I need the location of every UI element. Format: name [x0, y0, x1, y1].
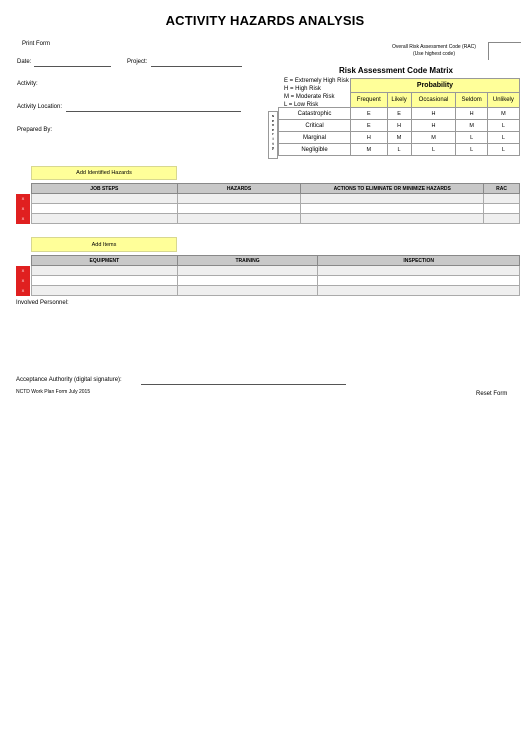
severity-letter: t [272, 140, 274, 146]
table-row [32, 266, 520, 276]
hazard-cell[interactable] [177, 214, 301, 224]
matrix-cell: L [487, 120, 519, 132]
inspection-cell[interactable] [318, 276, 520, 286]
project-field[interactable] [151, 66, 242, 67]
job-step-cell[interactable] [32, 194, 178, 204]
matrix-title: Risk Assessment Code Matrix [339, 66, 453, 75]
date-label: Date: [17, 59, 32, 65]
matrix-cell: E [351, 120, 388, 132]
severity-letter: y [271, 145, 275, 151]
matrix-cell: M [387, 132, 411, 144]
delete-row-button[interactable]: X [16, 194, 30, 204]
delete-row-button[interactable]: X [16, 204, 30, 214]
inspection-cell[interactable] [318, 286, 520, 296]
table-row [32, 286, 520, 296]
severity-letter: i [272, 135, 274, 141]
action-cell[interactable] [301, 204, 484, 214]
severity-catastrophic: Catastrophic [279, 108, 351, 120]
hazards-table [31, 183, 520, 224]
acceptance-authority-label: Acceptance Authority (digital signature): [16, 377, 122, 383]
severity-letter: e [271, 117, 275, 123]
activity-location-label: Activity Location: [17, 104, 63, 110]
legend-extremely-high: E = Extremely High Risk [284, 78, 349, 84]
matrix-cell: M [411, 132, 456, 144]
matrix-row-marginal [279, 132, 520, 144]
hazard-cell[interactable] [177, 194, 301, 204]
header-equipment: EQUIPMENT [32, 256, 178, 266]
date-field[interactable] [34, 66, 111, 67]
matrix-cell: H [411, 108, 456, 120]
matrix-cell: L [411, 144, 456, 156]
page-title: ACTIVITY HAZARDS ANALYSIS [165, 13, 365, 28]
severity-critical: Critical [279, 120, 351, 132]
delete-row-button[interactable]: X [16, 214, 30, 224]
action-cell[interactable] [301, 214, 484, 224]
header-rac: RAC [484, 184, 520, 194]
reset-form-button[interactable]: Reset Form [476, 391, 508, 397]
rac-label [382, 44, 486, 58]
severity-letter: e [271, 126, 275, 132]
rac-cell[interactable] [484, 194, 520, 204]
matrix-spacer [279, 79, 351, 93]
job-step-cell[interactable] [32, 204, 178, 214]
matrix-row-catastrophic [279, 108, 520, 120]
delete-row-button[interactable]: X [16, 276, 30, 286]
prepared-by-label: Prepared By: [17, 127, 53, 133]
activity-location-field[interactable] [66, 111, 241, 112]
matrix-cell: E [351, 108, 388, 120]
equipment-cell[interactable] [32, 266, 178, 276]
rac-cell[interactable] [484, 204, 520, 214]
column-frequent: Frequent [351, 93, 388, 108]
matrix-cell: L [487, 132, 519, 144]
rac-input[interactable] [488, 42, 521, 60]
hazard-cell[interactable] [177, 204, 301, 214]
add-items-button[interactable]: Add Items [31, 237, 177, 252]
footer-text: NCTD Work Plan Form July 2015 [16, 389, 91, 395]
delete-row-button[interactable]: X [16, 266, 30, 276]
table-row [32, 276, 520, 286]
severity-letters [269, 114, 277, 151]
header-actions: ACTIONS TO ELIMINATE OR MINIMIZE HAZARDS [301, 184, 484, 194]
training-cell[interactable] [177, 266, 318, 276]
legend-high: H = High Risk [284, 86, 321, 92]
add-hazards-button[interactable]: Add Identified Hazards [31, 166, 177, 180]
print-form-button[interactable]: Print Form [22, 41, 51, 47]
column-unlikely: Unlikely [487, 93, 519, 108]
equipment-cell[interactable] [32, 286, 178, 296]
severity-negligible: Negligible [279, 144, 351, 156]
table-row [32, 214, 520, 224]
table-row [32, 204, 520, 214]
matrix-cell: E [387, 108, 411, 120]
header-training: TRAINING [177, 256, 318, 266]
matrix-cell: M [487, 108, 519, 120]
matrix-row-negligible [279, 144, 520, 156]
column-likely: Likely [387, 93, 411, 108]
training-cell[interactable] [177, 276, 318, 286]
signature-field[interactable] [141, 384, 346, 385]
table-row [32, 194, 520, 204]
equipment-cell[interactable] [32, 276, 178, 286]
column-occasional: Occasional [411, 93, 456, 108]
legend-low: L = Low Risk [284, 102, 319, 108]
matrix-row-critical [279, 120, 520, 132]
matrix-spacer [279, 93, 351, 108]
matrix-cell: H [387, 120, 411, 132]
matrix-cell: H [351, 132, 388, 144]
inspection-cell[interactable] [318, 266, 520, 276]
matrix-cell: L [387, 144, 411, 156]
legend-moderate: M = Moderate Risk [284, 94, 335, 100]
involved-personnel-label: Involved Personnel: [16, 300, 69, 306]
rac-label-line2: (Use highest code) [413, 51, 455, 57]
risk-matrix [278, 78, 520, 156]
header-job-steps: JOB STEPS [32, 184, 178, 194]
matrix-cell: H [456, 108, 487, 120]
severity-marginal: Marginal [279, 132, 351, 144]
header-inspection: INSPECTION [318, 256, 520, 266]
action-cell[interactable] [301, 194, 484, 204]
job-step-cell[interactable] [32, 214, 178, 224]
item-row-markers [16, 255, 30, 296]
severity-label [268, 111, 278, 159]
matrix-cell: L [456, 144, 487, 156]
matrix-cell: M [351, 144, 388, 156]
hazard-row-markers [16, 183, 30, 224]
items-table [31, 255, 520, 296]
header-hazards: HAZARDS [177, 184, 301, 194]
matrix-cell: H [411, 120, 456, 132]
matrix-cell: M [456, 120, 487, 132]
delete-row-button[interactable]: X [16, 286, 30, 296]
severity-letter: s [271, 113, 275, 118]
project-label: Project: [127, 59, 148, 65]
rac-label-line1: Overall Risk Assessment Code (RAC) [392, 44, 476, 50]
matrix-cell: L [487, 144, 519, 156]
training-cell[interactable] [177, 286, 318, 296]
activity-label: Activity: [17, 81, 38, 87]
severity-letter: v [271, 122, 275, 128]
probability-header: Probability [351, 79, 520, 93]
involved-personnel-field[interactable] [16, 310, 520, 370]
severity-letter: r [272, 131, 274, 137]
rac-cell[interactable] [484, 214, 520, 224]
column-seldom: Seldom [456, 93, 487, 108]
matrix-cell: L [456, 132, 487, 144]
